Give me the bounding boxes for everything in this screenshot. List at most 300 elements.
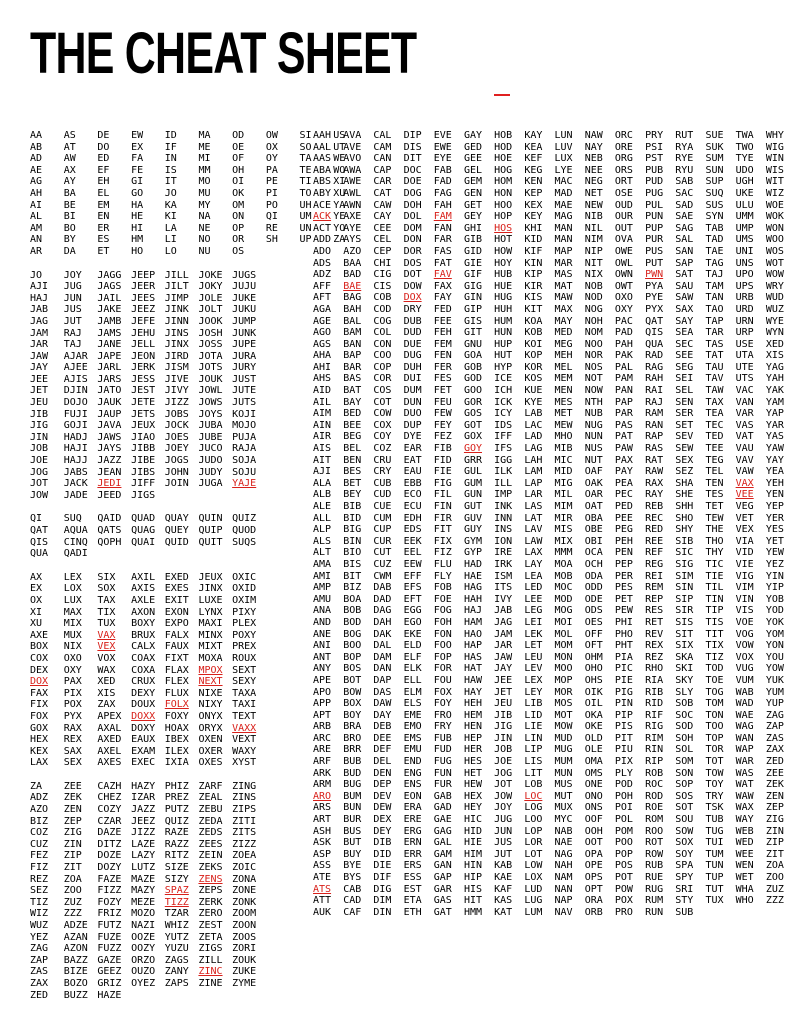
word: AS [63, 130, 76, 141]
word: NIB [584, 211, 603, 223]
word: POXY [232, 629, 257, 641]
word: EXED [164, 571, 189, 583]
word: SAX [675, 303, 694, 315]
word: FIL [433, 489, 452, 501]
word: FIE [433, 466, 452, 478]
word: TAV [705, 373, 724, 385]
word-row [313, 327, 796, 339]
word: SIG [675, 558, 694, 570]
word: TED [705, 431, 724, 443]
word: DOS [403, 257, 422, 269]
word: NOG [584, 303, 603, 315]
word: AND [313, 616, 332, 628]
word: QUA [645, 338, 664, 350]
word: COR [373, 373, 392, 385]
word: AAS [313, 153, 332, 165]
word: AH [30, 187, 43, 199]
word: EAU [403, 466, 422, 478]
word: LEA [524, 570, 543, 582]
word: GIS [463, 315, 482, 327]
word: EM [97, 199, 110, 211]
word-row [313, 258, 796, 270]
word: GOB [463, 361, 482, 373]
word: GUL [463, 466, 482, 478]
word: NOH [584, 315, 603, 327]
word: SRI [675, 883, 694, 895]
word: PAD [614, 327, 633, 339]
word: PUTZ [164, 804, 189, 816]
word-row [30, 966, 367, 978]
word: TAS [705, 338, 724, 350]
word: FAR [433, 234, 452, 246]
word: POO [614, 837, 633, 849]
word: YAJE [232, 478, 257, 490]
word: OFF [584, 628, 603, 640]
word: TOT [705, 756, 724, 768]
word: RIA [645, 674, 664, 686]
word: PES [614, 582, 633, 594]
word: FAX [30, 687, 49, 699]
word: SOL [675, 744, 694, 756]
word: RUE [645, 872, 664, 883]
word: JAIL [97, 292, 122, 304]
word: UH [299, 199, 312, 211]
word: KAE [494, 872, 513, 883]
word: ZAPS [164, 977, 189, 989]
word: WHY [765, 130, 784, 141]
word: ODA [584, 570, 603, 582]
word: YAW [765, 443, 784, 455]
word: FOE [433, 593, 452, 605]
word: HE [131, 211, 144, 223]
word: RUG [645, 883, 664, 895]
word: BIB [343, 501, 362, 512]
word: SHE [675, 489, 694, 501]
word: SKA [675, 651, 694, 663]
word: SAU [675, 280, 694, 292]
word: LOW [524, 860, 543, 872]
word: WUZ [765, 303, 784, 315]
word: INS [494, 524, 513, 536]
word: ADZ [30, 792, 49, 804]
word: GHI [463, 222, 482, 234]
word: PAL [614, 361, 633, 373]
word: YOW [765, 663, 784, 675]
word: CAB [343, 883, 362, 895]
word: HOB [494, 130, 513, 141]
word: ZEAL [198, 792, 223, 804]
word: MOD [554, 593, 573, 605]
word: JOWS [198, 397, 223, 409]
word: MOS [554, 698, 573, 710]
word-row [313, 756, 796, 768]
word: ROT [645, 837, 664, 849]
word: JIVE [164, 373, 189, 385]
word: XU [30, 618, 43, 630]
word: OKE [584, 721, 603, 733]
word-row [313, 292, 796, 304]
word: MIX [554, 535, 573, 547]
word: QUAD [131, 513, 156, 525]
word: BUM [343, 790, 362, 802]
word: PUG [645, 187, 664, 199]
word: HAW [463, 674, 482, 686]
word: FEZ [30, 850, 49, 862]
word: PSI [645, 141, 664, 153]
word: PYX [645, 303, 664, 315]
word: HAP [463, 640, 482, 652]
word: HMM [463, 906, 482, 918]
word: AXES [97, 757, 122, 769]
word: TEA [705, 408, 724, 420]
word: MOR [554, 686, 573, 698]
word: BIG [343, 524, 362, 536]
word: KIT [524, 303, 543, 315]
word: PHO [614, 628, 633, 640]
word: PIA [614, 651, 633, 663]
word-row [313, 339, 796, 351]
word: PRO [614, 906, 633, 918]
word: YA [333, 199, 346, 211]
word: DUM [403, 385, 422, 397]
word: DON [403, 234, 422, 246]
word: JINX [198, 583, 223, 595]
word: EDS [403, 524, 422, 536]
word: ON [232, 211, 245, 223]
word: UTA [735, 350, 754, 362]
word: MIB [554, 443, 573, 455]
word: EBB [403, 477, 422, 489]
word: HEX [463, 790, 482, 802]
word: MM [198, 164, 211, 176]
word: ABY [313, 187, 332, 199]
word: YAH [765, 373, 784, 385]
word: FED [433, 303, 452, 315]
word: QUAY [164, 513, 189, 525]
word: FAUX [164, 641, 189, 653]
word-row [313, 223, 796, 235]
word: TIX [97, 606, 116, 618]
word: OHM [584, 651, 603, 663]
word: HIN [463, 860, 482, 872]
word: BOS [343, 663, 362, 675]
word: MEW [554, 419, 573, 431]
word: LUXE [198, 594, 223, 606]
word: SHY [675, 524, 694, 536]
word: SAW [675, 292, 694, 304]
word: IDS [494, 419, 513, 431]
word: YAY [765, 454, 784, 466]
word: ZERK [198, 896, 223, 908]
word: JAG [494, 616, 513, 628]
word: IN [164, 153, 177, 165]
word: SEXY [232, 676, 257, 688]
word: WAX [735, 802, 754, 814]
word: JOE [30, 455, 49, 467]
word: JILT [164, 281, 189, 293]
word: RAW [645, 466, 664, 478]
word: COY [373, 431, 392, 443]
word: MUX [63, 629, 82, 641]
word: CUT [373, 547, 392, 559]
word: RAS [645, 443, 664, 455]
word-row [313, 837, 796, 849]
word: VUG [735, 663, 754, 675]
word: JOT [494, 779, 513, 791]
word-row [313, 594, 796, 606]
word: POX [614, 895, 633, 907]
word: XED [765, 338, 784, 350]
word: EF [97, 164, 110, 176]
word: PYX [63, 710, 82, 722]
word: DRY [403, 303, 422, 315]
word: HOO [494, 199, 513, 211]
word: ARF [313, 756, 332, 768]
word: JAZZ [131, 804, 156, 816]
word: LED [524, 582, 543, 594]
word: ORZO [131, 954, 156, 966]
word: DOXX [131, 710, 156, 722]
word: MUX [554, 802, 573, 814]
word: SEZ [675, 466, 694, 478]
word: CALX [131, 641, 156, 653]
word: RYE [675, 153, 694, 165]
word: HEY [463, 802, 482, 814]
word: WOT [765, 257, 784, 269]
word: POI [614, 802, 633, 814]
word: JIZZ [131, 827, 156, 839]
word: SUP [705, 176, 724, 188]
word: ROB [645, 767, 664, 779]
word: EAR [403, 443, 422, 455]
word: DAY [373, 709, 392, 721]
word: MOI [554, 616, 573, 628]
word: PUB [645, 164, 664, 176]
word: TAE [705, 245, 724, 257]
word: LAS [524, 501, 543, 512]
word: HEW [463, 779, 482, 791]
word: JUN [63, 292, 82, 304]
word: COZ [373, 443, 392, 455]
word: WOK [765, 211, 784, 223]
word: JOLT [198, 304, 223, 316]
word: DOUX [131, 699, 156, 711]
word: JAUP [97, 408, 122, 420]
word: ULU [735, 199, 754, 211]
word: AZO [343, 245, 362, 257]
word: NUB [584, 408, 603, 420]
word: FIN [433, 501, 452, 512]
word: REF [645, 547, 664, 559]
word: RITZ [164, 850, 189, 862]
word: WIZ [765, 187, 784, 199]
word: UMP [735, 222, 754, 234]
word: LAY [524, 558, 543, 570]
word: AX [30, 571, 43, 583]
word: ARS [313, 802, 332, 814]
word: MEZE [131, 896, 156, 908]
word: PAM [614, 373, 633, 385]
word: EMO [403, 721, 422, 733]
word: ARM [313, 779, 332, 791]
word: AID [313, 385, 332, 397]
word: PUL [645, 199, 664, 211]
word: CUE [373, 501, 392, 512]
word: AIS [313, 443, 332, 455]
word: OHO [584, 663, 603, 675]
word-row [313, 617, 796, 629]
word: OSE [614, 187, 633, 199]
page-title: THE CHEAT SHEET [30, 21, 417, 86]
word: WED [735, 837, 754, 849]
word: FER [433, 361, 452, 373]
word: LEX [524, 674, 543, 686]
word: DIP [403, 130, 422, 141]
word: ID [164, 130, 177, 141]
word: LEV [524, 663, 543, 675]
word: ED [97, 153, 110, 165]
word: ENG [403, 767, 422, 779]
word: OXO [614, 292, 633, 304]
word: MOM [554, 640, 573, 652]
word: RAJA [232, 443, 257, 455]
word: LOO [524, 814, 543, 826]
word: GOA [463, 350, 482, 362]
word: AGS [313, 338, 332, 350]
word: GUV [463, 512, 482, 524]
word: TIE [705, 570, 724, 582]
word: VOX [97, 652, 116, 664]
word: PIP [614, 709, 633, 721]
word: TAT [705, 350, 724, 362]
word: TA [299, 153, 312, 165]
word: JAPE [97, 350, 122, 362]
word: OWN [614, 269, 633, 281]
word: LEX [63, 571, 82, 583]
word: GAP [433, 872, 452, 883]
word: DUE [403, 338, 422, 350]
word: HA [131, 199, 144, 211]
word: JIRD [164, 350, 189, 362]
word: ZOEA [232, 850, 257, 862]
word: SOJA [232, 455, 257, 467]
word: UPS [735, 280, 754, 292]
word: AN [30, 234, 43, 246]
word: SAT [675, 269, 694, 281]
word: ILL [494, 477, 513, 489]
word: EXPO [164, 618, 189, 630]
word: CAW [373, 199, 392, 211]
word: BIZ [30, 815, 49, 827]
word: OPE [584, 860, 603, 872]
word: EDH [403, 512, 422, 524]
word: ATS [313, 883, 332, 895]
word: BAM [343, 327, 362, 339]
word: LUX [554, 153, 573, 165]
word: ALT [313, 547, 332, 559]
word: BUZZ [63, 989, 88, 1001]
word: GO [131, 187, 144, 199]
word: VIA [735, 535, 754, 547]
word: ZIN [765, 825, 784, 837]
word: JOEY [164, 443, 189, 455]
word: DOZE [97, 850, 122, 862]
word: FAZE [97, 873, 122, 885]
word: SUE [705, 130, 724, 141]
word: DIB [373, 837, 392, 849]
word: KAS [494, 895, 513, 907]
word: GIN [463, 292, 482, 304]
word: OUZO [131, 966, 156, 978]
word: NUG [584, 419, 603, 431]
word: GEEZ [97, 966, 122, 978]
word: AAL [313, 141, 332, 153]
word: WAB [735, 686, 754, 698]
word: OLE [584, 744, 603, 756]
word: QOPH [97, 536, 122, 548]
word: COS [373, 385, 392, 397]
word: JOGS [164, 455, 189, 467]
word: PAR [614, 408, 633, 420]
word: AA [30, 130, 43, 141]
word: HOW [494, 245, 513, 257]
word-row [313, 304, 796, 316]
word: OXY [63, 664, 82, 676]
word: TES [705, 489, 724, 501]
word: EXES [164, 583, 189, 595]
word: DEX [30, 664, 49, 676]
word-row [313, 559, 796, 571]
word: BEG [343, 431, 362, 443]
word: CAT [373, 187, 392, 199]
word: POH [614, 790, 633, 802]
word: BO [63, 222, 76, 234]
word: GOX [463, 431, 482, 443]
word: HIE [463, 837, 482, 849]
word: EAUX [131, 734, 156, 746]
word: COB [373, 292, 392, 304]
word: QAID [97, 513, 122, 525]
word: WO [333, 164, 346, 176]
word: BAY [343, 396, 362, 408]
word: JOHN [164, 466, 189, 478]
word: RHO [645, 663, 664, 675]
word: VAW [735, 466, 754, 478]
word: JUJU [232, 281, 257, 293]
word: RAP [645, 431, 664, 443]
word: DAN [373, 663, 392, 675]
word-row [313, 397, 796, 409]
word: XIS [97, 687, 116, 699]
word: JUGS [232, 269, 257, 281]
word: PIX [63, 687, 82, 699]
word: PWN [645, 269, 664, 281]
word: JEE [494, 674, 513, 686]
word: NEW [584, 199, 603, 211]
word: QAT [30, 525, 49, 536]
word: IRK [494, 558, 513, 570]
word: FON [433, 628, 452, 640]
word: JIFF [131, 478, 156, 490]
word: BAT [343, 385, 362, 397]
word: MAY [554, 315, 573, 327]
word: XI [333, 176, 346, 188]
word: ZEN [765, 790, 784, 802]
word: SUS [705, 199, 724, 211]
word: VEX [735, 524, 754, 536]
word: JUKU [232, 304, 257, 316]
word: TAN [705, 292, 724, 304]
